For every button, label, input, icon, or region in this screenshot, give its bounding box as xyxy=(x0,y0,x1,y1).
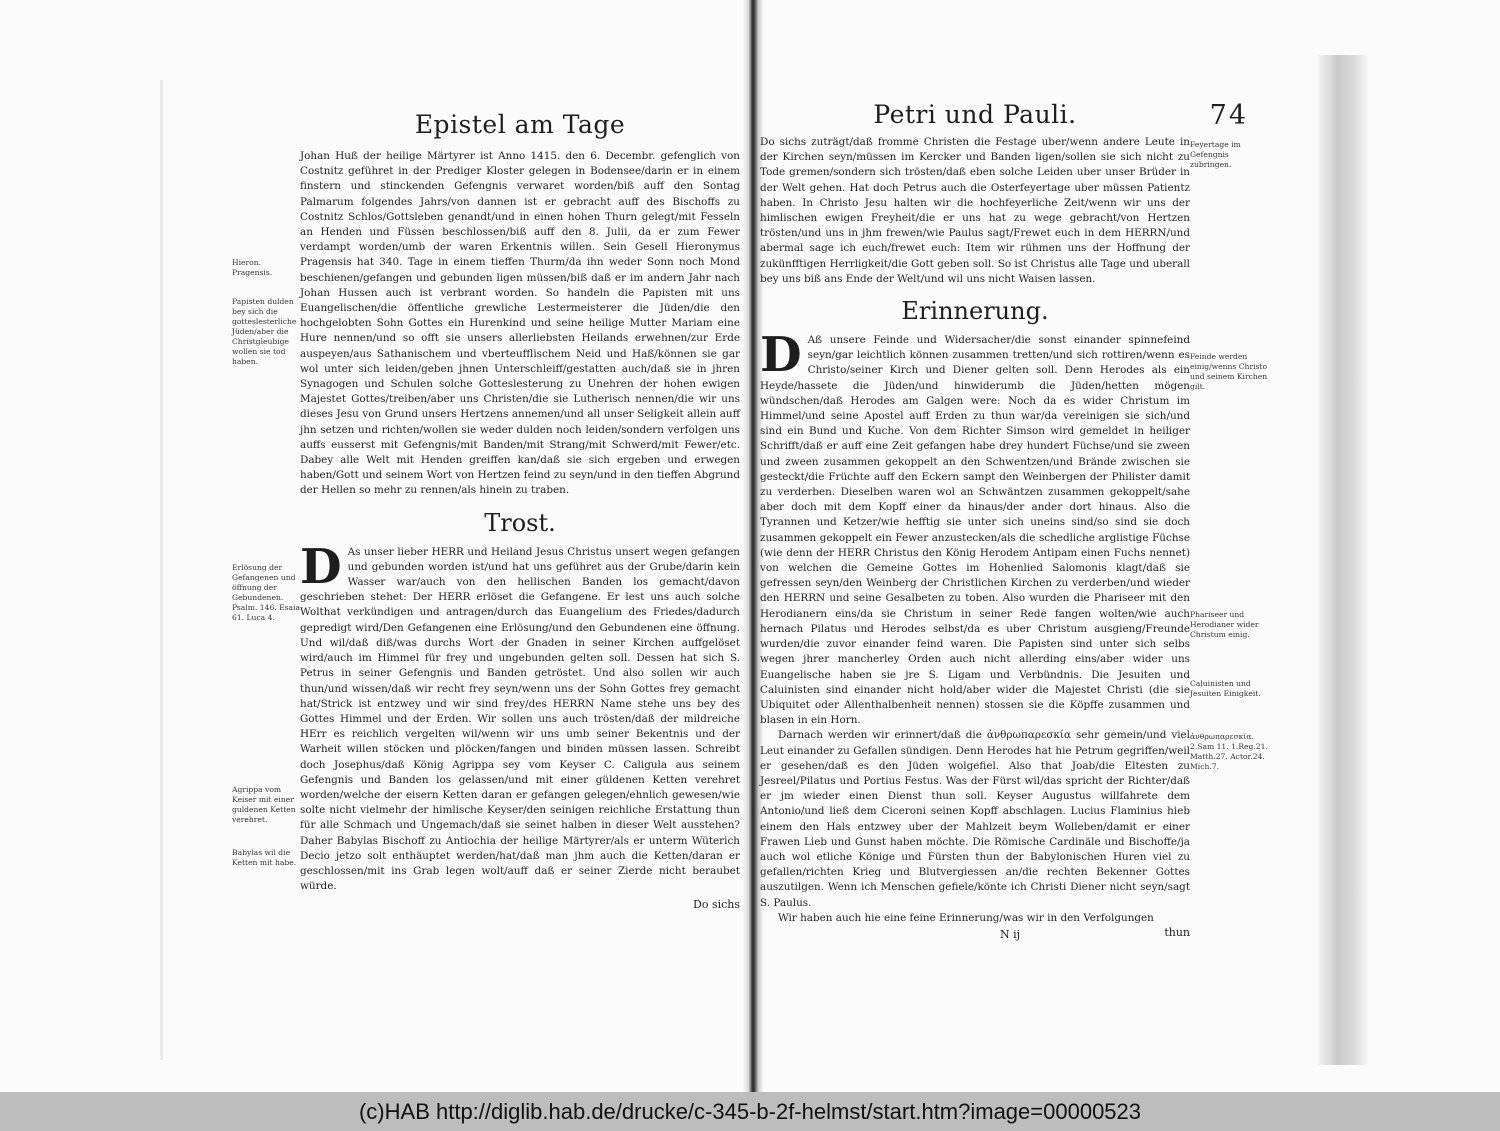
erinnerung-dropcap: D xyxy=(760,327,802,384)
left-margin-note-1: Hieron. Pragensis. xyxy=(232,258,273,277)
right-margin-note-2: Feinde werden einig/wenns Christo und seinem Kirchen gilt. xyxy=(1190,352,1268,391)
second-paragraph: Darnach werden wir erinnert/daß die ἀνθρωπαρεσκία sehr gemein/und viel Leut einander zu Gefallen sündigen. Denn Herodes hat hie Petrum gegriffen/weil er gesehen/daß es den Jüden wolgefiel. Also that Joab/die Eltesten zu Jesreel/Pilatus und Portius Festus. Was der Fürst wil/das spricht der Richter/daß er jm wieder einen Dienst thun soll. Keyser Augustus willfahrete dem Antonio/und ließ dem Ciceroni seinen Kopff abschlagen. Lucius Flaminius hieb einem den Hals entzwey uber der Mahlzeit beym Wolleben/damit er einer Frawen Lieb und Gunst haben möchte. Die Römische Cardinäle und Bischoffe/ja auch wol etliche Könige und Fürsten thun der Babylonischen Huren viel zu gefallen/richten Krieg und Blutvergiessen an/die rechten Bekenner Gottes auszutilgen. Wenn ich Menschen gefiele/könte ich Christi Diener nicht seyn/sagt S. Paulus. xyxy=(760,729,1190,909)
right-running-head: Petri und Pauli. xyxy=(873,100,1077,129)
left-margin-note-4: Agrippa vom Keiser mit einer guldenen Ketten verehret. xyxy=(232,785,296,824)
right-margin-note-4: Caluinisten und Jesuiten Einigkeit. xyxy=(1190,679,1261,698)
copyright-footer: (c)HAB http://diglib.hab.de/drucke/c-345-b-2f-helmst/start.htm?image=00000523 xyxy=(0,1092,1500,1131)
right-catchword: thun xyxy=(1164,925,1190,939)
left-running-head: Epistel am Tage xyxy=(414,110,626,139)
erinnerung-text: D Aß unsere Feinde und Widersacher/die sonst einander spinnefeind seyn/gar leichtlich können zusammen tretten/und sich rottiren/wenn es Christo/seiner Kirch und Diener gelten soll. Denn Herodes als ein Heyde/hassete die Jüden/und hinwiderumb die Jüden/hetten mögen wündschen/daß Herodes am Galgen were: Noch da es wider Christum im Himmel/und seine Apostel auff Erden zu thun war/da vereinigen sie sich/und sind ein Bund und Kuche. Von dem Richter Simson wird gemeldet in heiliger Schrifft/daß er auff eine Zeit gefangen habe drey hundert Füchse/und sie zween und zween zusammen gekoppelt an den Schwentzen/und Brände zwischen sie gesteckt/die Früchte auff den Eckern sampt den Weinbergen der Philister damit zu verderben. Dieselben waren wol an Schwäntzen zusammen gekoppelt/sahe aber doch mit dem Kopff einer da hinaus/der ander dort hinaus. Also die Tyrannen und Ketzer/wie hefftig sie unter sich uneins sind/so sind sie doch zusammen gekoppelt ein Fewer anzustecken/als die schedliche arglistige Füchse (wie denn der HERR Christus den König Herodem Antipam einen Fuchs nennet) von welchen die Gemeine Gottes im Hohenlied Salomonis klagt/daß sie gefressen seyn/den Weinberg der Christlichen Kirchen zu verderben/und wieder den HERRN und seine Gesalbeten zu toben. Also wurden die Phariseer mit den Herodianern eins/da sie Christum in seiner Rede fangen wolten/wie auch hernach Pilatus und Herodes selbst/da es uber Christum ausgieng/Freunde wurden/die zuvor einander feind waren. Die Papisten sind unter sich selbs wegen jhrer mancherley Orden auch nicht allerding eins/aber wider uns Euangelische haben sie jre S. Ligam und Verbündnis. Die Jesuiten und Caluinisten sind einander nicht hold/aber wider die Majestet Christi (die sie Ubiquitet oder Allenthalbenheit nennen) stossen sie die Köpffe zusammen und blasen in ein Horn. Darnach werden wir erinnert/daß die ἀνθρωπαρεσκία sehr gemein/und viel Leut einander zu Gefallen sündigen. Denn Herodes hat hie Petrum gegriffen/weil er gesehen/daß es den Jüden wolgefiel. Also that Joab/die Eltesten zu Jesreel/Pilatus und Portius Festus. Was der Fürst wil/das spricht der Richter/daß er jm wieder einen Dienst thun soll. Keyser Augustus willfahrete dem Antonio/und ließ dem Ciceroni seinen Kopff abschlagen. Lucius Flaminius hieb einem den Hals entzwey uber der Mahlzeit beym Wolleben/damit er einer Frawen Lieb und Gunst haben möchte. Die Römische Cardinäle und Bischoffe/ja auch wol etliche Könige und Fürsten thun der Babylonischen Huren viel zu gefallen/richten Krieg und Blutvergiessen an/die rechten Bekenner Gottes auszutilgen. Wenn ich Menschen gefiele/könte ich Christi Diener nicht seyn/sagt S. Paulus. Wir haben auch hie eine feine Erinnerung/was wir in den Verfolgungen xyxy=(760,333,1190,926)
signature-mark: N ij xyxy=(1000,927,1021,941)
left-margin-note-3: Erlösung der Gefangenen und öffnung der Gebundenen. Psalm. 146. Esaia 61. Luca 4. xyxy=(232,563,301,622)
epistle-text: Johan Huß der heilige Märtyrer ist Anno 1415. den 6. Decembr. gefenglich von Costnitz geführet in der Prediger Kloster gelegen in Bodensee/darin er in einem finstern und stinckenden Gefengnis verwaret worden/biß auff den Sontag Palmarum folgendes Jahrs/von dannen ist er gebracht auff des Bischoffs zu Costnitz Schlos/Gottsleben genandt/und in einen hohen Thurn gelegt/mit Fesseln an Henden und Füssen beschlossen/biß auff den 8. Julii, da er zum Fewer verdampt worden/umb der waren Erkentnis willen. Sein Gesell Hieronymus Pragensis hat 340. Tage in einem tieffen Thurm/da ihn weder Sonn noch Mond beschienen/gefangen und gebunden ligen müssen/biß daß er im andern Jahr nach Johan Hussen auch ist verbrant worden. So handeln die Papisten mit uns Euangelischen/die öffentliche grewliche Lestermeisterer die Jüden/die den hochgelobten Sohn Gottes ein Hurenkind und seine heilige Mutter Mariam eine Hure nennen/und so offt sie unsers allerliebsten Heilands erwehnen/zur Erde auspeyen/aus Sathanischem und vberteufflischem Neid und Haß/können sie gar wol unter sich leiden/geben jhnen Unterschleiff/gestatten auch/daß sie in jhren Synagogen und Schulen solche Gotteslesterung zu Unehren der hohen ewigen Majestet Gottes/treiben/aber uns Christen/die sie Lutherisch nennen/die wir uns dieses Jesu von Grund unsers Hertzens annemen/und all unser Seligkeit allein auff jhn setzen und richten/wollen sie weder dulden noch leiden/sondern verfolgen uns auffs eusserst mit Gefengnis/mit Banden/mit Strang/mit Schwerd/mit Fewer/etc. Dabey alle Welt mit Henden greiffen kan/daß sie sich ergeben und erwegen haben/Gott und seinem Wort von Hertzen feind zu seyn/und in den tieffen Abgrund der Hellen so mehr zu rennen/als hinein zu traben. xyxy=(300,150,740,497)
right-margin-note-5: ἀνθρωπαρεσκία. 2.Sam 11. 1.Reg.21. Matth.27. Actor.24. Mich.7. xyxy=(1190,732,1268,771)
page-footer-line xyxy=(760,926,1190,942)
right-top-text: Do sichs zuträgt/daß fromme Christen die Festage uber/wenn andere Leute in der Kirchen seyn/müssen im Kercker und Banden ligen/sollen sie sich nicht zu Tode gremen/sondern sich trösten/daß eben solche Leiden uber unser Brüder in der Welt gehen. Hat doch Petrus auch die Osterfeyertage uber müssen Patientz haben. In Christo Jesu halten wir die hochfeyerliche Zeit/wenn wir uns der himlischen ewigen Freyheit/die er uns hat zu wege gebracht/von Hertzen trösten/und uns in jhm frewen/wie Paulus sagt/Frewet euch in dem HERRN/und abermal sage ich euch/frewet euch: Item wir rühmen uns der Hoffnung der zukünfftigen Herrligkeit/die Gott geben soll. So ist Christus alle Tage und uberall bey uns biß ans Ende der Welt/und wil uns nicht Waisen lassen. xyxy=(760,136,1190,285)
trost-text: D As unser lieber HERR und Heiland Jesus Christus unsert wegen gefangen und gebunden worden ist/und hat uns geführet aus der Grube/darin kein Wasser war/auch von den hellischen Banden los gemacht/davon geschrieben stehet: Der HERR erlöset die Gefangene. Er lest uns auch solche Wolthat verkündigen und antragen/durch das Euangelium des Friedes/dadurch gepredigt wird/Den Gefangenen eine Erlösung/und den Gebundenen eine öffnung. Und wil/daß diß/was durchs Wort der Gnaden in seiner Kirchen auffgelöset wird/auch im Himmel für frey und ungebunden gelten soll. Dessen hat sich S. Petrus in seiner Gefengnis und Banden getröstet. Und also sollen wir auch thun/und wissen/daß wir recht frey seyn/wenn uns der Sohn Gottes frey gemacht hat/Strick ist entzwey und wir sind frey/des HERRN Name stehe uns bey des Gottes Himmel und der Erden. Wir sollen uns auch trösten/daß der mildreiche HErr es reichlich vergelten wil/wenn wir uns umb seiner Bekentnis und der Warheit willen stöcken und plöcken/fangen und binden müssen lassen. Schreibt doch Josephus/daß König Agrippa sey vom Keyser C. Caligula aus seinem Gefengnis und Banden los gelassen/und mit einer güldenen Ketten verehret worden/welche der eisern Ketten daran er gefangen gelegen/ehnlich gewesen/wie solte nicht vielmehr der himlische Keyser/den seinigen reichliche Erstattung thun für alle Schmach und Ungemach/daß sie seinet halben in dieser Welt ausstehen? Daher Babylas Bischoff zu Antiochia der heilige Märtyrer/als er unterm Wüterich Decio jetzo solt enthäuptet werden/hat/daß man jhm auch die Ketten/daran er geschlossen/mit ins Grab legen wolt/auff daß er seiner Zierde nicht beraubet würde. xyxy=(300,538,740,893)
erinnerung-heading: Erinnerung. xyxy=(901,297,1049,326)
left-catchword: Do sichs xyxy=(693,898,740,912)
left-page xyxy=(300,110,740,911)
right-margin-note-3: Phariseer und Herodianer wider Christum einig. xyxy=(1190,610,1259,639)
last-line: Wir haben auch hie eine feine Erinnerung/was wir in den Verfolgungen xyxy=(778,911,1154,924)
right-margin-note-1: Feyertage im Gefengnis zubringen. xyxy=(1190,140,1241,169)
page-edge-shadow xyxy=(1318,55,1368,1065)
left-margin-note-2: Papisten dulden bey sich die gotteslesterliche Jüden/aber die Christgleubige wollen sie tod haben. xyxy=(232,297,297,366)
left-margin-note-5: Babylas wil die Ketten mit habe. xyxy=(232,848,297,867)
page-number: 74 xyxy=(1209,100,1248,131)
page-fold-shadow xyxy=(160,80,163,1060)
trost-dropcap: D xyxy=(300,538,342,595)
trost-heading: Trost. xyxy=(484,508,556,537)
